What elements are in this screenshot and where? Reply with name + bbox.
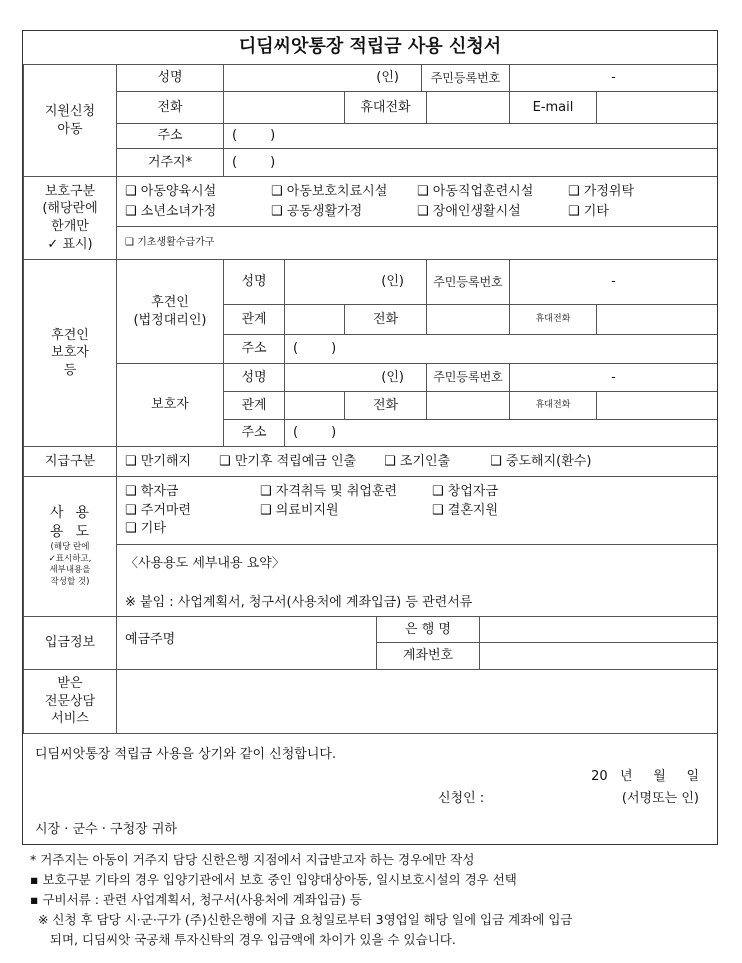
counseling-service-label: 받은 전문상담 서비스: [23, 669, 116, 733]
addressee: 시장 · 군수 · 구청장 귀하: [35, 822, 177, 837]
payment-options: [116, 446, 717, 476]
protection-option[interactable]: ❑ 아동직업훈련시설: [417, 183, 534, 199]
guardian-address-label: 주소: [223, 334, 284, 363]
guardian-mobile-field[interactable]: [596, 304, 717, 334]
parent-name-label: 성명: [223, 363, 284, 391]
usage-option[interactable]: ❑ 자격취득 및 취업훈련: [260, 484, 398, 500]
protection-option[interactable]: ❑ 소년소녀가정: [125, 203, 217, 219]
child-mobile-field[interactable]: [426, 91, 509, 123]
parent-name-field[interactable]: [284, 363, 426, 391]
seal-mark: (인): [381, 274, 404, 290]
payment-option[interactable]: ❑ 만기후 적립예금 인출: [219, 453, 357, 469]
payment-option[interactable]: ❑ 조기인출: [384, 453, 451, 469]
footnote: ▪ 구비서류 : 관련 사업계획서, 청구서(사용처에 계좌입금) 등: [30, 892, 362, 907]
guardian-name-field[interactable]: [284, 259, 426, 304]
child-residence-label: 거주지*: [116, 148, 223, 176]
guardian-address-field[interactable]: ( ): [284, 334, 717, 363]
child-phone-field[interactable]: [223, 91, 344, 123]
parent-relation-field[interactable]: [284, 391, 344, 419]
usage-attachment-note: ※ 붙임 : 사업계획서, 청구서(사용처에 계좌입금) 등 관련서류: [125, 595, 473, 611]
guardian-relation-field[interactable]: [284, 304, 344, 334]
bank-name-label: 은 행 명: [376, 616, 479, 642]
seal-mark: (인): [381, 369, 404, 385]
parent-address-field[interactable]: ( ): [284, 419, 717, 446]
protection-option[interactable]: ❑ 아동양육시설: [125, 183, 217, 199]
child-email-field[interactable]: [596, 91, 717, 123]
usage-option[interactable]: ❑ 창업자금: [432, 484, 499, 500]
payment-option[interactable]: ❑ 만기해지: [125, 453, 192, 469]
signature-field[interactable]: (서명또는 인): [621, 791, 699, 806]
guardian-phone-label: 전화: [344, 304, 426, 334]
protection-option[interactable]: ❑ 공동생활가정: [271, 203, 363, 219]
child-section-label: 지원신청 아동: [23, 64, 116, 176]
child-rrn-field[interactable]: -: [509, 64, 717, 91]
usage-option[interactable]: ❑ 결혼지원: [432, 502, 499, 518]
protection-option-basic-livelihood[interactable]: ❑ 기초생활수급가구: [116, 226, 717, 259]
child-name-label: 성명: [116, 64, 223, 91]
payment-option[interactable]: ❑ 중도해지(환수): [490, 453, 592, 469]
parent-rrn-field[interactable]: -: [509, 363, 717, 391]
parent-mobile-field[interactable]: [596, 391, 717, 419]
guardian-rrn-label: 주민등록번호: [426, 259, 509, 304]
child-phone-label: 전화: [116, 91, 223, 123]
declaration-section: [23, 733, 717, 844]
parent-rrn-label: 주민등록번호: [426, 363, 509, 391]
counseling-service-field[interactable]: [116, 669, 717, 733]
usage-option[interactable]: ❑ 의료비지원: [260, 502, 339, 518]
usage-option[interactable]: ❑ 주거마련: [125, 502, 192, 518]
seal-mark: (인): [376, 70, 399, 86]
footnote: ▪ 보호구분 기타의 경우 입양기관에서 보호 중인 입양대상아동, 일시보호시설의 경우 선택: [30, 872, 517, 887]
protection-option[interactable]: ❑ 아동보호치료시설: [271, 183, 388, 199]
usage-title: 사 용 용 도: [50, 504, 90, 540]
guardian-name-label: 성명: [223, 259, 284, 304]
deposit-info-label: 입금정보: [23, 616, 116, 669]
account-number-field[interactable]: [479, 642, 717, 669]
usage-note: (해당 란에 ✓표시하고, 세부내용을 작성할 것): [48, 541, 92, 588]
child-address-label: 주소: [116, 123, 223, 148]
form-title: 디딤씨앗통장 적립금 사용 신청서: [238, 36, 502, 58]
guardian-relation-label: 관계: [223, 304, 284, 334]
usage-summary-heading: 〈사용용도 세부내용 요약〉: [125, 556, 285, 571]
guardian-phone-field[interactable]: [426, 304, 509, 334]
bank-name-field[interactable]: [479, 616, 717, 642]
guardian-mobile-label: 휴대전화: [509, 304, 596, 334]
usage-option[interactable]: ❑ 기타: [125, 521, 166, 537]
application-date[interactable]: 20 년 월 일: [591, 769, 699, 784]
parent-relation-label: 관계: [223, 391, 284, 419]
account-number-label: 계좌번호: [376, 642, 479, 669]
child-rrn-label: 주민등록번호: [421, 64, 509, 91]
declaration-text: 디딤씨앗통장 적립금 사용을 상기와 같이 신청합니다.: [35, 747, 337, 762]
usage-options: [116, 476, 717, 544]
footnote: 되며, 디딤씨앗 국공채 투자신탁의 경우 입금액에 차이가 있을 수 있습니다.: [30, 932, 456, 947]
protection-option[interactable]: ❑ 장애인생활시설: [417, 203, 521, 219]
application-form: [22, 30, 718, 845]
parent-label: 보호자: [116, 363, 223, 446]
guardian-rrn-field[interactable]: -: [509, 259, 717, 304]
protection-option[interactable]: ❑ 가정위탁: [568, 183, 635, 199]
protection-options: [116, 176, 717, 226]
legal-guardian-label: 후견인 (법정대리인): [116, 259, 223, 363]
protection-option[interactable]: ❑ 기타: [568, 203, 609, 219]
footnote: * 거주지는 아동이 거주지 담당 신한은행 지점에서 지급받고자 하는 경우에만 작성: [30, 852, 475, 867]
child-residence-field[interactable]: ( ): [223, 148, 717, 176]
guardian-section-label: 후견인 보호자 등: [23, 259, 116, 446]
parent-phone-field[interactable]: [426, 391, 509, 419]
payment-type-label: 지급구분: [23, 446, 116, 476]
protection-label: 보호구분 (해당란에 한개만 ✓ 표시): [23, 176, 116, 259]
usage-label: [23, 476, 116, 616]
usage-option[interactable]: ❑ 학자금: [125, 484, 179, 500]
footnotes: [30, 850, 573, 950]
child-address-field[interactable]: ( ): [223, 123, 717, 148]
parent-address-label: 주소: [223, 419, 284, 446]
parent-mobile-label: 휴대전화: [509, 391, 596, 419]
applicant-label: 신청인 :: [438, 791, 485, 806]
child-mobile-label: 휴대전화: [344, 91, 426, 123]
parent-phone-label: 전화: [344, 391, 426, 419]
child-email-label: E-mail: [509, 91, 596, 123]
usage-detail-field[interactable]: [116, 544, 717, 616]
account-holder-field[interactable]: 예금주명: [116, 616, 376, 669]
footnote: ※ 신청 후 담당 시·군·구가 (주)신한은행에 지급 요청일로부터 3영업일 해당 일에 입금 계좌에 입금: [30, 912, 573, 927]
child-name-field[interactable]: [223, 64, 421, 91]
